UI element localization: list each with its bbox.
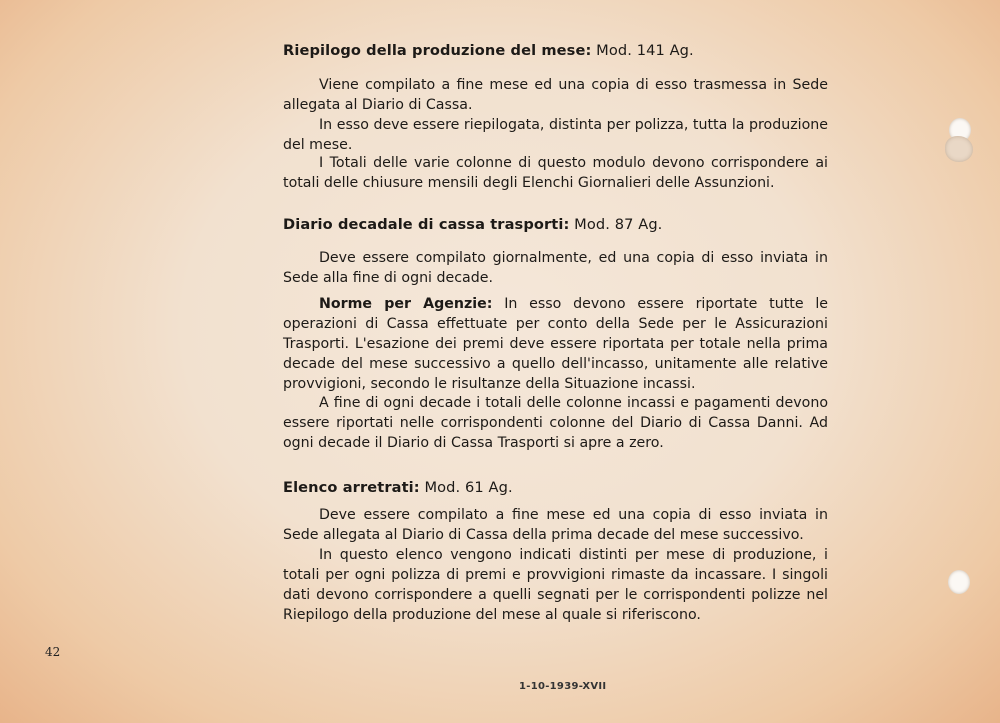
torn-paper-mark [945, 136, 973, 162]
paragraph: Deve essere compilato a fine mese ed una copia di esso inviata in Sede allegata al Diario di Cassa della prima decade del mese successivo. [283, 507, 828, 543]
footer-date: 1-10-1939-XVII [519, 681, 607, 692]
heading-title: Elenco arretrati: [283, 479, 420, 496]
paragraph-norme [283, 294, 828, 394]
heading-ref: Mod. 141 Ag. [591, 42, 694, 59]
page-number: 42 [45, 645, 61, 659]
paragraph: Viene compilato a fine mese ed una copia di esso trasmessa in Sede allegata al Diario di Cassa. [283, 77, 828, 113]
heading-title: Diario decadale di cassa trasporti: [283, 216, 570, 233]
norme-text: In esso devono essere riportate tutte le operazioni di Cassa effettuate per conto della Sede per le Assicurazioni Trasporti. L'esazione dei premi deve essere riportata per totale nella prima decade del mese successivo a quello dell'incasso, unitamente alle relative provvigioni, secondo le risultanze della Situazione incassi. [283, 296, 828, 392]
section-heading-riepilogo [283, 41, 828, 61]
heading-ref: Mod. 87 Ag. [569, 216, 663, 233]
heading-title: Riepilogo della produzione del mese: [283, 42, 592, 59]
norme-label: Norme per Agenzie: [319, 296, 493, 312]
paragraph: In esso deve essere riepilogata, distinta per polizza, tutta la produzione del mese. [283, 117, 828, 153]
heading-ref: Mod. 61 Ag. [419, 479, 513, 496]
section-heading-elenco [283, 478, 828, 498]
punch-hole-bottom [948, 570, 970, 594]
section-heading-diario [283, 215, 828, 235]
paragraph: Deve essere compilato giornalmente, ed una copia di esso inviata in Sede alla fine di ogni decade. [283, 250, 828, 286]
paragraph: In questo elenco vengono indicati distinti per mese di produzione, i totali per ogni polizza di premi e provvigioni rimaste da incassare. I singoli dati devono corrispondere a quelli segnati per le corrispondenti polizze nel Riepilogo della produzione del mese al quale si riferiscono. [283, 547, 828, 623]
paragraph: I Totali delle varie colonne di questo modulo devono corrispondere ai totali delle chiusure mensili degli Elenchi Giornalieri delle Assunzioni. [283, 155, 828, 191]
paragraph: A fine di ogni decade i totali delle colonne incassi e pagamenti devono essere riportati nelle corrispondenti colonne del Diario di Cassa Danni. Ad ogni decade il Diario di Cassa Trasporti si apre a zero. [283, 395, 828, 451]
